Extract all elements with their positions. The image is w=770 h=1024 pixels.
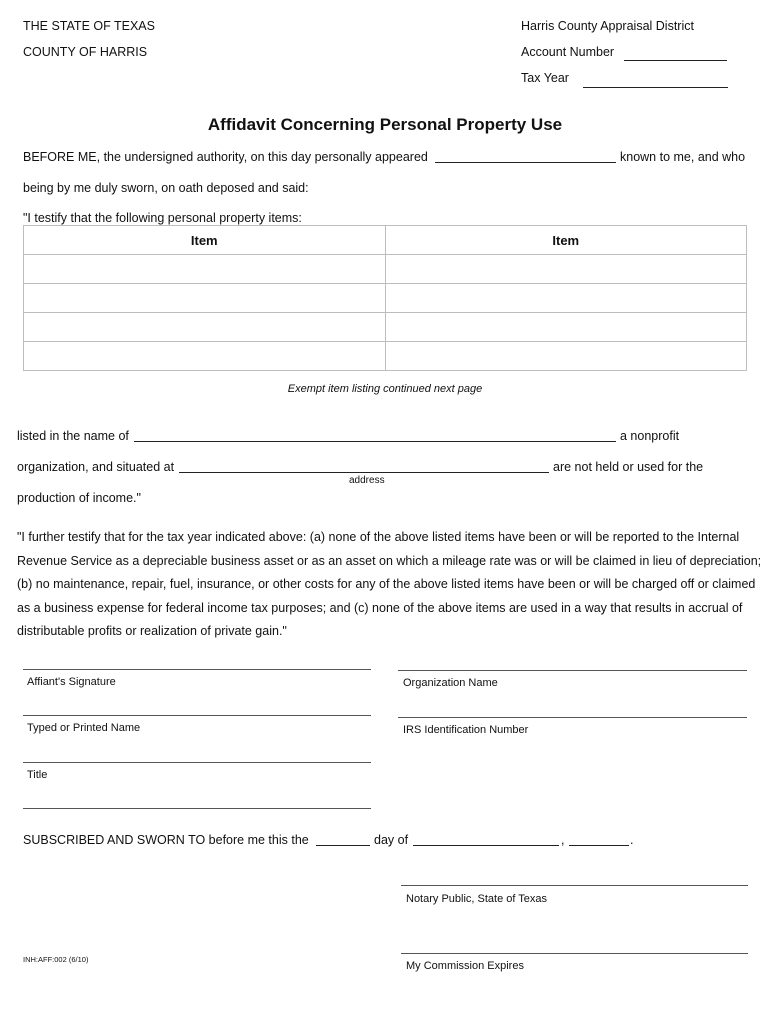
year-field[interactable] bbox=[569, 845, 629, 846]
tax-year-label: Tax Year bbox=[521, 71, 569, 85]
notary-signature-line[interactable] bbox=[401, 885, 748, 886]
table-row bbox=[24, 313, 747, 342]
sworn-text: being by me duly sworn, on oath deposed and said: bbox=[23, 181, 309, 195]
item-cell[interactable] bbox=[24, 342, 386, 371]
form-id: INH:AFF:002 (6/10) bbox=[23, 955, 89, 964]
further-testify-paragraph: "I further testify that for the tax year indicated above: (a) none of the above listed items have been or will be reported to the Internal Revenue Service as a depreciable business asset or as an asset on which a mileage rate was or will be claimed in lieu of depreciation; (b) no maintenance, repair, fuel, insurance, or other costs for any of the above listed items have been or will be charged off or claimed as a business expense for federal income tax purposes; and (c) none of the above items are used in a way that results in accrual of distributable profits or realization of private gain." bbox=[17, 530, 762, 638]
item-cell[interactable] bbox=[24, 313, 386, 342]
irs-id-label: IRS Identification Number bbox=[403, 724, 529, 736]
item-column-header: Item bbox=[385, 226, 747, 255]
item-column-header: Item bbox=[24, 226, 386, 255]
items-table bbox=[23, 225, 747, 371]
typed-name-label: Typed or Printed Name bbox=[27, 722, 141, 734]
title-label: Title bbox=[27, 769, 48, 781]
table-header-row bbox=[24, 226, 747, 255]
account-number-field[interactable] bbox=[624, 60, 727, 61]
address-field[interactable] bbox=[179, 472, 549, 473]
item-cell[interactable] bbox=[24, 284, 386, 313]
organization-name-field[interactable] bbox=[134, 441, 616, 442]
typed-name-line[interactable] bbox=[23, 715, 371, 716]
table-row bbox=[24, 284, 747, 313]
item-cell[interactable] bbox=[385, 255, 747, 284]
organization-name-label: Organization Name bbox=[403, 677, 498, 689]
before-me-text: BEFORE ME, the undersigned authority, on this day personally appeared bbox=[23, 150, 428, 164]
table-row bbox=[24, 342, 747, 371]
table-row bbox=[24, 255, 747, 284]
item-cell[interactable] bbox=[385, 284, 747, 313]
item-cell[interactable] bbox=[24, 255, 386, 284]
not-held-text: are not held or used for the bbox=[553, 460, 704, 474]
period-text: . bbox=[630, 833, 634, 847]
account-number-label: Account Number bbox=[521, 45, 615, 59]
notary-public-label: Notary Public, State of Texas bbox=[406, 893, 548, 905]
production-text: production of income." bbox=[17, 491, 141, 505]
item-cell[interactable] bbox=[385, 342, 747, 371]
item-cell[interactable] bbox=[385, 313, 747, 342]
testify-text: "I testify that the following personal property items: bbox=[23, 211, 302, 225]
commission-label: My Commission Expires bbox=[406, 960, 524, 972]
subscribed-text: SUBSCRIBED AND SWORN TO before me this the bbox=[23, 833, 309, 847]
commission-line[interactable] bbox=[401, 953, 748, 954]
county-label: COUNTY OF HARRIS bbox=[23, 45, 148, 59]
listed-in-name-text: listed in the name of bbox=[17, 429, 129, 443]
address-caption: address bbox=[349, 475, 385, 486]
irs-id-line[interactable] bbox=[398, 717, 747, 718]
affiant-signature-label: Affiant's Signature bbox=[27, 676, 116, 688]
nonprofit-text: a nonprofit bbox=[620, 429, 680, 443]
appeared-name-field[interactable] bbox=[435, 162, 616, 163]
district-label: Harris County Appraisal District bbox=[521, 19, 694, 33]
state-label: THE STATE OF TEXAS bbox=[23, 19, 155, 33]
tax-year-field[interactable] bbox=[583, 87, 728, 88]
day-field[interactable] bbox=[316, 845, 370, 846]
known-to-me-text: known to me, and who bbox=[620, 150, 746, 164]
page-title: Affidavit Concerning Personal Property Use bbox=[207, 115, 563, 134]
title-entry-line[interactable] bbox=[23, 808, 371, 809]
continued-note: Exempt item listing continued next page bbox=[287, 383, 483, 395]
comma-text: , bbox=[561, 833, 565, 847]
day-of-text: day of bbox=[374, 833, 409, 847]
organization-name-line[interactable] bbox=[398, 670, 747, 671]
affiant-signature-line[interactable] bbox=[23, 669, 371, 670]
situated-at-text: organization, and situated at bbox=[17, 460, 175, 474]
title-line[interactable] bbox=[23, 762, 371, 763]
month-field[interactable] bbox=[413, 845, 559, 846]
